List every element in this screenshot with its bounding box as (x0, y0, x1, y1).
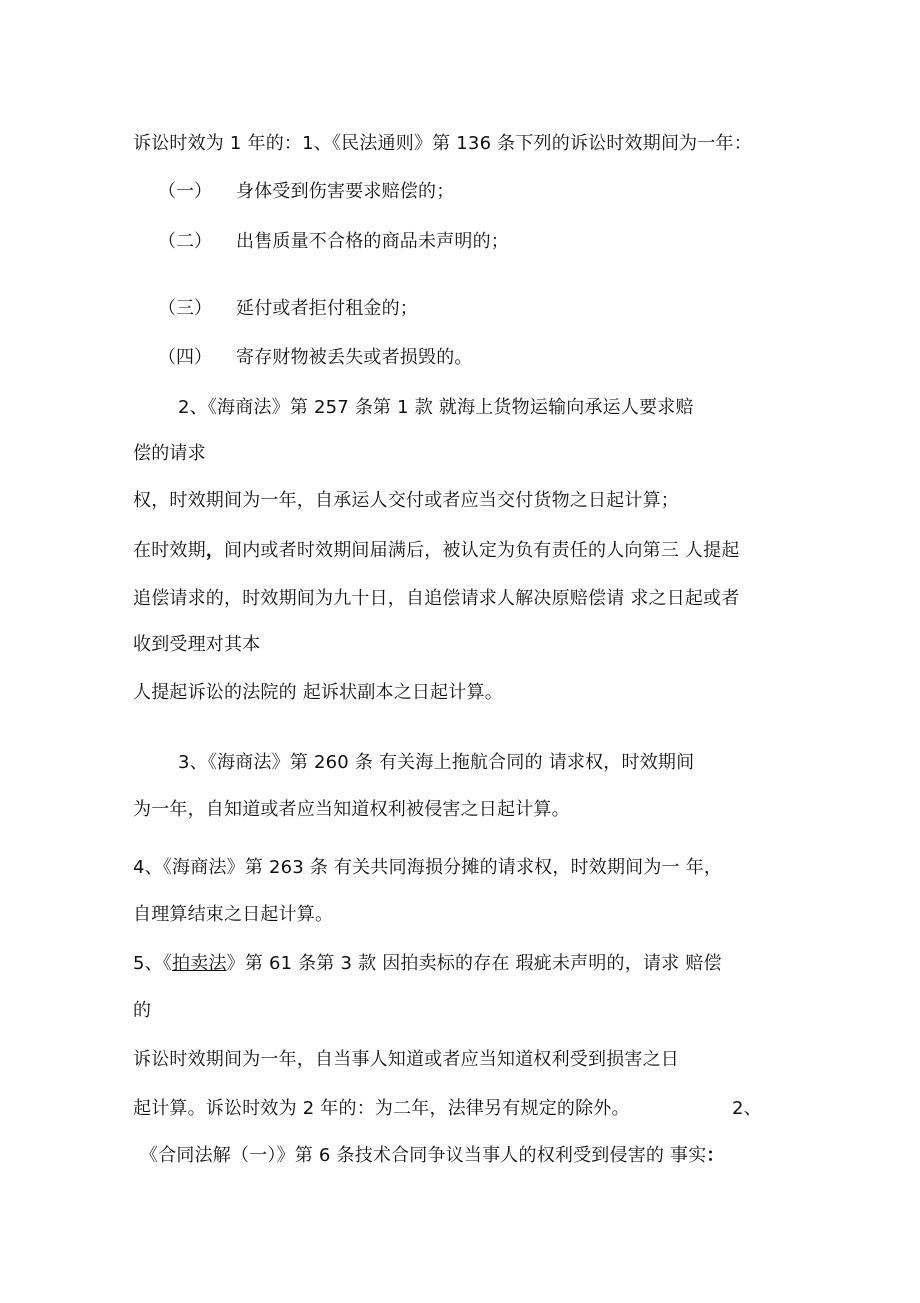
paragraph-2-line-3: 权，时效期间为一年，自承运人交付或者应当交付货物之日起计算； (133, 490, 679, 511)
list-item-1-text: 身体受到伤害要求赔偿的； (236, 181, 455, 202)
paragraph-5-line-1-rest: 》第 61 条第 3 款 因拍卖标的存在 瑕疵未声明的，请求 赔偿 (226, 953, 722, 974)
paragraph-3-line-1: 3、《海商法》第 260 条 有关海上拖航合同的 请求权，时效期间 (178, 752, 695, 773)
paragraph-2-line-5: 追偿请求的，时效期间为九十日，自追偿请求人解决原赔偿请 求之日起或者 (133, 588, 740, 609)
paragraph-5-line-1 (133, 952, 722, 976)
paragraph-6-colon: ： (706, 1145, 725, 1166)
paragraph-2-line-2: 偿的请求 (133, 443, 206, 464)
list-item-1-number: （一） (158, 181, 212, 202)
paragraph-2-line-1: 2、《海商法》第 257 条第 1 款 就海上货物运输向承运人要求赔 (178, 397, 694, 418)
paragraph-2-line-6: 收到受理对其本 (133, 634, 261, 655)
paragraph-2-line-4 (133, 539, 740, 563)
paragraph-5-line-4: 起计算。诉讼时效为 2 年的：为二年，法律另有规定的除外。 (133, 1098, 630, 1119)
paragraph-5-line-2: 的 (133, 1000, 152, 1021)
paragraph-6-text: 《合同法解（一）》第 6 条技术合同争议当事人的权利受到侵害的 事实 (140, 1145, 707, 1166)
paragraph-1: 诉讼时效为 1 年的：1、《民法通则》第 136 条下列的诉讼时效期间为一年： (133, 133, 752, 154)
auction-law-link[interactable]: 拍卖法 (172, 953, 227, 974)
paragraph-4-line-2: 自理算结束之日起计算。 (133, 904, 334, 925)
list-item-3-text: 延付或者拒付租金的； (236, 298, 418, 319)
list-item-2-number: （二） (158, 231, 212, 252)
paragraph-2-line-4-a: 在时效期 (133, 540, 206, 561)
list-item-4-text: 寄存财物被丢失或者损毁的。 (236, 347, 473, 368)
bold-comma: ， (205, 540, 225, 561)
paragraph-5-line-3: 诉讼时效期间为一年，自当事人知道或者应当知道权利受到损害之日 (133, 1049, 679, 1070)
list-item-2-text: 出售质量不合格的商品未声明的； (236, 231, 509, 252)
paragraph-5-line-4-number: 2、 (732, 1098, 762, 1119)
paragraph-6-line-1 (140, 1144, 725, 1168)
paragraph-3-line-2: 为一年，自知道或者应当知道权利被侵害之日起计算。 (133, 799, 570, 820)
list-item-4-number: （四） (158, 347, 212, 368)
paragraph-5-number: 5、《 (133, 953, 173, 974)
paragraph-2-line-4-b: 间内或者时效期间届满后，被认定为负有责任的人向第三 人提起 (224, 540, 740, 561)
paragraph-4-line-1: 4、《海商法》第 263 条 有关共同海损分摊的请求权，时效期间为一 年， (133, 857, 723, 878)
paragraph-2-line-7: 人提起诉讼的法院的 起诉状副本之日起计算。 (133, 682, 503, 703)
list-item-3-number: （三） (158, 298, 212, 319)
